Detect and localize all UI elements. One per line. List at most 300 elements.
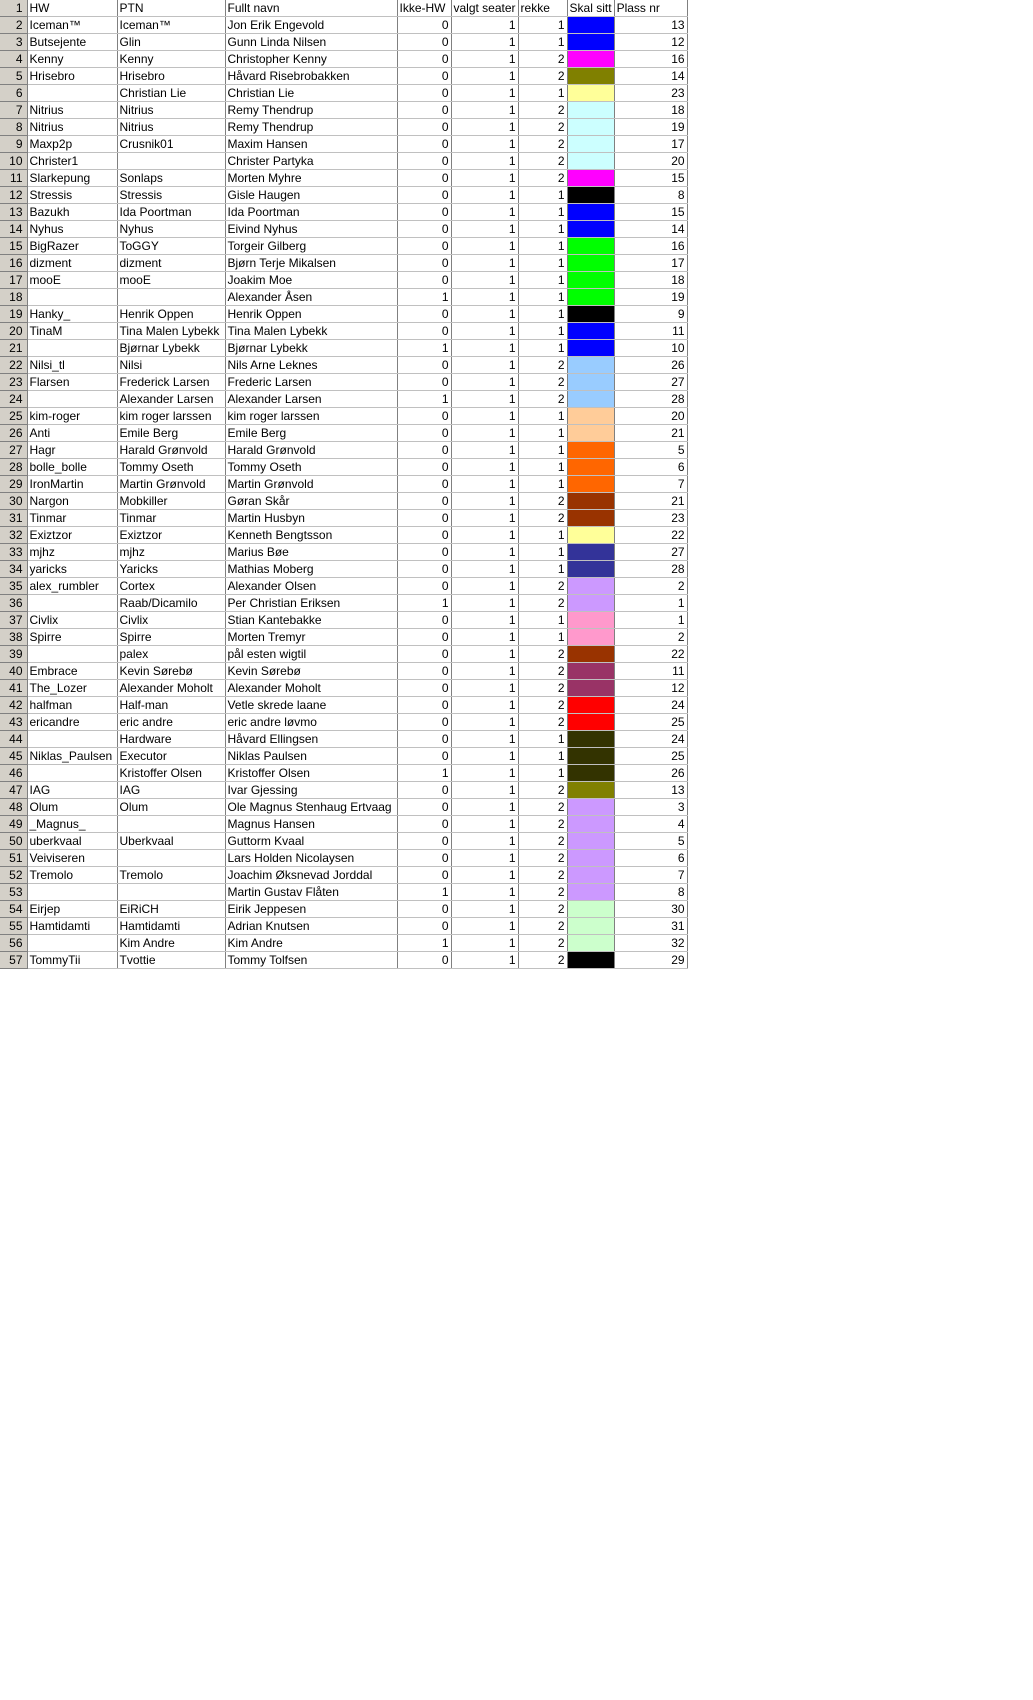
- row-number[interactable]: 49: [0, 816, 27, 833]
- cell-hw[interactable]: Olum: [27, 799, 117, 816]
- cell-full-name[interactable]: Tommy Tolfsen: [225, 952, 397, 969]
- cell-rekke[interactable]: 2: [518, 663, 567, 680]
- cell-hw[interactable]: Veiviseren: [27, 850, 117, 867]
- row-number[interactable]: 21: [0, 340, 27, 357]
- cell-valgt-seater[interactable]: 1: [451, 17, 518, 34]
- cell-hw[interactable]: Hagr: [27, 442, 117, 459]
- cell-ptn[interactable]: Kenny: [117, 51, 225, 68]
- row-number[interactable]: 31: [0, 510, 27, 527]
- cell-ptn[interactable]: Hardware: [117, 731, 225, 748]
- row-number[interactable]: 29: [0, 476, 27, 493]
- cell-ikke-hw[interactable]: 1: [397, 765, 451, 782]
- cell-ikke-hw[interactable]: 0: [397, 714, 451, 731]
- cell-rekke[interactable]: 1: [518, 612, 567, 629]
- cell-skal-sitt-color-swatch[interactable]: [567, 833, 614, 850]
- cell-hw[interactable]: alex_rumbler: [27, 578, 117, 595]
- cell-rekke[interactable]: 1: [518, 476, 567, 493]
- cell-ikke-hw[interactable]: 0: [397, 612, 451, 629]
- cell-skal-sitt-color-swatch[interactable]: [567, 238, 614, 255]
- cell-ptn[interactable]: Stressis: [117, 187, 225, 204]
- cell-valgt-seater[interactable]: 1: [451, 102, 518, 119]
- cell-ikke-hw[interactable]: 0: [397, 136, 451, 153]
- cell-ptn[interactable]: [117, 153, 225, 170]
- row-number[interactable]: 53: [0, 884, 27, 901]
- cell-hw[interactable]: [27, 884, 117, 901]
- cell-full-name[interactable]: Marius Bøe: [225, 544, 397, 561]
- column-header-ptn[interactable]: PTN: [117, 0, 225, 17]
- cell-skal-sitt-color-swatch[interactable]: [567, 102, 614, 119]
- cell-ikke-hw[interactable]: 0: [397, 153, 451, 170]
- cell-skal-sitt-color-swatch[interactable]: [567, 17, 614, 34]
- cell-ptn[interactable]: Hamtidamti: [117, 918, 225, 935]
- row-number[interactable]: 44: [0, 731, 27, 748]
- row-number[interactable]: 2: [0, 17, 27, 34]
- cell-rekke[interactable]: 1: [518, 34, 567, 51]
- cell-plass-nr[interactable]: 28: [614, 561, 687, 578]
- row-number[interactable]: 8: [0, 119, 27, 136]
- cell-valgt-seater[interactable]: 1: [451, 255, 518, 272]
- cell-rekke[interactable]: 1: [518, 459, 567, 476]
- cell-skal-sitt-color-swatch[interactable]: [567, 374, 614, 391]
- cell-ikke-hw[interactable]: 1: [397, 595, 451, 612]
- cell-ikke-hw[interactable]: 0: [397, 799, 451, 816]
- cell-hw[interactable]: Iceman™: [27, 17, 117, 34]
- cell-plass-nr[interactable]: 2: [614, 578, 687, 595]
- cell-plass-nr[interactable]: 5: [614, 442, 687, 459]
- cell-hw[interactable]: Maxp2p: [27, 136, 117, 153]
- row-number[interactable]: 13: [0, 204, 27, 221]
- cell-ptn[interactable]: Glin: [117, 34, 225, 51]
- cell-full-name[interactable]: Harald Grønvold: [225, 442, 397, 459]
- row-number[interactable]: 3: [0, 34, 27, 51]
- cell-valgt-seater[interactable]: 1: [451, 884, 518, 901]
- cell-ptn[interactable]: Henrik Oppen: [117, 306, 225, 323]
- cell-full-name[interactable]: Adrian Knutsen: [225, 918, 397, 935]
- cell-hw[interactable]: Flarsen: [27, 374, 117, 391]
- cell-ikke-hw[interactable]: 0: [397, 357, 451, 374]
- cell-plass-nr[interactable]: 11: [614, 663, 687, 680]
- cell-valgt-seater[interactable]: 1: [451, 935, 518, 952]
- cell-plass-nr[interactable]: 29: [614, 952, 687, 969]
- row-number[interactable]: 26: [0, 425, 27, 442]
- cell-ptn[interactable]: Kristoffer Olsen: [117, 765, 225, 782]
- cell-hw[interactable]: _Magnus_: [27, 816, 117, 833]
- cell-ptn[interactable]: Hrisebro: [117, 68, 225, 85]
- cell-plass-nr[interactable]: 28: [614, 391, 687, 408]
- cell-ikke-hw[interactable]: 0: [397, 306, 451, 323]
- cell-valgt-seater[interactable]: 1: [451, 187, 518, 204]
- cell-ikke-hw[interactable]: 0: [397, 782, 451, 799]
- cell-valgt-seater[interactable]: 1: [451, 85, 518, 102]
- cell-rekke[interactable]: 2: [518, 884, 567, 901]
- cell-rekke[interactable]: 2: [518, 799, 567, 816]
- cell-ptn[interactable]: Tremolo: [117, 867, 225, 884]
- cell-rekke[interactable]: 1: [518, 544, 567, 561]
- row-number[interactable]: 30: [0, 493, 27, 510]
- cell-full-name[interactable]: Kenneth Bengtsson: [225, 527, 397, 544]
- cell-rekke[interactable]: 1: [518, 289, 567, 306]
- cell-valgt-seater[interactable]: 1: [451, 748, 518, 765]
- cell-rekke[interactable]: 1: [518, 748, 567, 765]
- cell-rekke[interactable]: 1: [518, 323, 567, 340]
- cell-ikke-hw[interactable]: 1: [397, 391, 451, 408]
- cell-hw[interactable]: ericandre: [27, 714, 117, 731]
- cell-rekke[interactable]: 1: [518, 731, 567, 748]
- cell-ptn[interactable]: Yaricks: [117, 561, 225, 578]
- cell-rekke[interactable]: 2: [518, 153, 567, 170]
- row-number[interactable]: 35: [0, 578, 27, 595]
- row-number[interactable]: 25: [0, 408, 27, 425]
- cell-hw[interactable]: Exiztzor: [27, 527, 117, 544]
- cell-full-name[interactable]: Remy Thendrup: [225, 119, 397, 136]
- cell-valgt-seater[interactable]: 1: [451, 323, 518, 340]
- row-number[interactable]: 15: [0, 238, 27, 255]
- cell-full-name[interactable]: Tina Malen Lybekk: [225, 323, 397, 340]
- cell-plass-nr[interactable]: 22: [614, 646, 687, 663]
- cell-ptn[interactable]: Mobkiller: [117, 493, 225, 510]
- cell-full-name[interactable]: eric andre løvmo: [225, 714, 397, 731]
- cell-valgt-seater[interactable]: 1: [451, 238, 518, 255]
- cell-skal-sitt-color-swatch[interactable]: [567, 442, 614, 459]
- cell-hw[interactable]: Anti: [27, 425, 117, 442]
- cell-rekke[interactable]: 1: [518, 187, 567, 204]
- cell-rekke[interactable]: 1: [518, 340, 567, 357]
- cell-plass-nr[interactable]: 24: [614, 731, 687, 748]
- cell-hw[interactable]: dizment: [27, 255, 117, 272]
- row-number[interactable]: 14: [0, 221, 27, 238]
- cell-valgt-seater[interactable]: 1: [451, 68, 518, 85]
- cell-rekke[interactable]: 2: [518, 952, 567, 969]
- cell-full-name[interactable]: Alexander Larsen: [225, 391, 397, 408]
- cell-ptn[interactable]: Kevin Sørebø: [117, 663, 225, 680]
- cell-plass-nr[interactable]: 6: [614, 459, 687, 476]
- cell-full-name[interactable]: Håvard Risebrobakken: [225, 68, 397, 85]
- cell-rekke[interactable]: 1: [518, 561, 567, 578]
- cell-full-name[interactable]: Gisle Haugen: [225, 187, 397, 204]
- cell-valgt-seater[interactable]: 1: [451, 833, 518, 850]
- cell-hw[interactable]: Niklas_Paulsen: [27, 748, 117, 765]
- cell-hw[interactable]: Hanky_: [27, 306, 117, 323]
- cell-skal-sitt-color-swatch[interactable]: [567, 680, 614, 697]
- cell-valgt-seater[interactable]: 1: [451, 391, 518, 408]
- column-header-ikke-hw[interactable]: Ikke-HW: [397, 0, 451, 17]
- cell-ikke-hw[interactable]: 0: [397, 629, 451, 646]
- cell-hw[interactable]: [27, 731, 117, 748]
- cell-skal-sitt-color-swatch[interactable]: [567, 884, 614, 901]
- cell-valgt-seater[interactable]: 1: [451, 51, 518, 68]
- cell-skal-sitt-color-swatch[interactable]: [567, 289, 614, 306]
- row-number[interactable]: 16: [0, 255, 27, 272]
- cell-skal-sitt-color-swatch[interactable]: [567, 153, 614, 170]
- cell-valgt-seater[interactable]: 1: [451, 493, 518, 510]
- row-number[interactable]: 12: [0, 187, 27, 204]
- cell-ikke-hw[interactable]: 0: [397, 952, 451, 969]
- cell-plass-nr[interactable]: 9: [614, 306, 687, 323]
- cell-skal-sitt-color-swatch[interactable]: [567, 51, 614, 68]
- cell-ptn[interactable]: [117, 850, 225, 867]
- row-number[interactable]: 20: [0, 323, 27, 340]
- cell-hw[interactable]: Nyhus: [27, 221, 117, 238]
- row-number[interactable]: 56: [0, 935, 27, 952]
- row-number[interactable]: 38: [0, 629, 27, 646]
- cell-hw[interactable]: Christer1: [27, 153, 117, 170]
- cell-plass-nr[interactable]: 15: [614, 204, 687, 221]
- cell-rekke[interactable]: 2: [518, 170, 567, 187]
- cell-ptn[interactable]: mjhz: [117, 544, 225, 561]
- cell-valgt-seater[interactable]: 1: [451, 459, 518, 476]
- cell-skal-sitt-color-swatch[interactable]: [567, 340, 614, 357]
- cell-plass-nr[interactable]: 11: [614, 323, 687, 340]
- cell-plass-nr[interactable]: 25: [614, 748, 687, 765]
- cell-ptn[interactable]: Alexander Moholt: [117, 680, 225, 697]
- cell-rekke[interactable]: 1: [518, 442, 567, 459]
- cell-plass-nr[interactable]: 1: [614, 612, 687, 629]
- cell-ikke-hw[interactable]: 0: [397, 561, 451, 578]
- cell-valgt-seater[interactable]: 1: [451, 765, 518, 782]
- cell-full-name[interactable]: Martin Grønvold: [225, 476, 397, 493]
- cell-skal-sitt-color-swatch[interactable]: [567, 612, 614, 629]
- cell-ikke-hw[interactable]: 0: [397, 867, 451, 884]
- cell-skal-sitt-color-swatch[interactable]: [567, 935, 614, 952]
- cell-ptn[interactable]: Tinmar: [117, 510, 225, 527]
- cell-rekke[interactable]: 1: [518, 629, 567, 646]
- cell-rekke[interactable]: 2: [518, 918, 567, 935]
- cell-valgt-seater[interactable]: 1: [451, 901, 518, 918]
- cell-skal-sitt-color-swatch[interactable]: [567, 34, 614, 51]
- cell-full-name[interactable]: Joakim Moe: [225, 272, 397, 289]
- cell-full-name[interactable]: Remy Thendrup: [225, 102, 397, 119]
- row-number[interactable]: 11: [0, 170, 27, 187]
- cell-plass-nr[interactable]: 7: [614, 867, 687, 884]
- cell-plass-nr[interactable]: 31: [614, 918, 687, 935]
- cell-skal-sitt-color-swatch[interactable]: [567, 357, 614, 374]
- cell-full-name[interactable]: Christian Lie: [225, 85, 397, 102]
- cell-plass-nr[interactable]: 7: [614, 476, 687, 493]
- cell-skal-sitt-color-swatch[interactable]: [567, 731, 614, 748]
- cell-ptn[interactable]: Ida Poortman: [117, 204, 225, 221]
- cell-valgt-seater[interactable]: 1: [451, 544, 518, 561]
- row-number[interactable]: 1: [0, 0, 27, 17]
- cell-hw[interactable]: Kenny: [27, 51, 117, 68]
- cell-rekke[interactable]: 1: [518, 238, 567, 255]
- cell-hw[interactable]: Slarkepung: [27, 170, 117, 187]
- cell-ikke-hw[interactable]: 0: [397, 663, 451, 680]
- cell-hw[interactable]: Nitrius: [27, 119, 117, 136]
- cell-skal-sitt-color-swatch[interactable]: [567, 714, 614, 731]
- cell-skal-sitt-color-swatch[interactable]: [567, 663, 614, 680]
- cell-plass-nr[interactable]: 21: [614, 493, 687, 510]
- cell-skal-sitt-color-swatch[interactable]: [567, 595, 614, 612]
- cell-hw[interactable]: [27, 340, 117, 357]
- cell-rekke[interactable]: 2: [518, 595, 567, 612]
- cell-plass-nr[interactable]: 12: [614, 34, 687, 51]
- cell-full-name[interactable]: Frederic Larsen: [225, 374, 397, 391]
- cell-plass-nr[interactable]: 27: [614, 374, 687, 391]
- cell-skal-sitt-color-swatch[interactable]: [567, 85, 614, 102]
- cell-ikke-hw[interactable]: 0: [397, 51, 451, 68]
- cell-plass-nr[interactable]: 8: [614, 884, 687, 901]
- cell-hw[interactable]: [27, 85, 117, 102]
- cell-ptn[interactable]: Raab/Dicamilo: [117, 595, 225, 612]
- cell-plass-nr[interactable]: 21: [614, 425, 687, 442]
- cell-ikke-hw[interactable]: 0: [397, 459, 451, 476]
- cell-rekke[interactable]: 2: [518, 493, 567, 510]
- cell-rekke[interactable]: 2: [518, 68, 567, 85]
- cell-plass-nr[interactable]: 4: [614, 816, 687, 833]
- cell-valgt-seater[interactable]: 1: [451, 680, 518, 697]
- cell-valgt-seater[interactable]: 1: [451, 34, 518, 51]
- cell-rekke[interactable]: 2: [518, 102, 567, 119]
- cell-plass-nr[interactable]: 10: [614, 340, 687, 357]
- row-number[interactable]: 50: [0, 833, 27, 850]
- cell-skal-sitt-color-swatch[interactable]: [567, 493, 614, 510]
- cell-full-name[interactable]: Stian Kantebakke: [225, 612, 397, 629]
- cell-rekke[interactable]: 1: [518, 408, 567, 425]
- row-number[interactable]: 32: [0, 527, 27, 544]
- row-number[interactable]: 23: [0, 374, 27, 391]
- cell-ikke-hw[interactable]: 0: [397, 901, 451, 918]
- cell-valgt-seater[interactable]: 1: [451, 782, 518, 799]
- column-header-valgt-seater[interactable]: valgt seater: [451, 0, 518, 17]
- cell-valgt-seater[interactable]: 1: [451, 136, 518, 153]
- cell-valgt-seater[interactable]: 1: [451, 850, 518, 867]
- cell-skal-sitt-color-swatch[interactable]: [567, 782, 614, 799]
- cell-ptn[interactable]: Tvottie: [117, 952, 225, 969]
- cell-hw[interactable]: TommyTii: [27, 952, 117, 969]
- cell-full-name[interactable]: Gunn Linda Nilsen: [225, 34, 397, 51]
- row-number[interactable]: 55: [0, 918, 27, 935]
- cell-hw[interactable]: Stressis: [27, 187, 117, 204]
- cell-ptn[interactable]: Exiztzor: [117, 527, 225, 544]
- cell-valgt-seater[interactable]: 1: [451, 816, 518, 833]
- row-number[interactable]: 45: [0, 748, 27, 765]
- cell-valgt-seater[interactable]: 1: [451, 272, 518, 289]
- cell-ikke-hw[interactable]: 0: [397, 187, 451, 204]
- cell-ptn[interactable]: Iceman™: [117, 17, 225, 34]
- cell-rekke[interactable]: 1: [518, 204, 567, 221]
- cell-full-name[interactable]: Eivind Nyhus: [225, 221, 397, 238]
- cell-valgt-seater[interactable]: 1: [451, 527, 518, 544]
- cell-ptn[interactable]: Executor: [117, 748, 225, 765]
- cell-valgt-seater[interactable]: 1: [451, 578, 518, 595]
- cell-ikke-hw[interactable]: 0: [397, 255, 451, 272]
- cell-rekke[interactable]: 1: [518, 765, 567, 782]
- cell-ikke-hw[interactable]: 0: [397, 425, 451, 442]
- cell-plass-nr[interactable]: 17: [614, 136, 687, 153]
- cell-ikke-hw[interactable]: 0: [397, 221, 451, 238]
- cell-skal-sitt-color-swatch[interactable]: [567, 272, 614, 289]
- cell-full-name[interactable]: Martin Gustav Flåten: [225, 884, 397, 901]
- cell-ptn[interactable]: Christian Lie: [117, 85, 225, 102]
- row-number[interactable]: 47: [0, 782, 27, 799]
- cell-ikke-hw[interactable]: 0: [397, 918, 451, 935]
- row-number[interactable]: 33: [0, 544, 27, 561]
- cell-hw[interactable]: uberkvaal: [27, 833, 117, 850]
- cell-hw[interactable]: Spirre: [27, 629, 117, 646]
- cell-ikke-hw[interactable]: 0: [397, 544, 451, 561]
- cell-hw[interactable]: yaricks: [27, 561, 117, 578]
- cell-ptn[interactable]: IAG: [117, 782, 225, 799]
- cell-full-name[interactable]: Tommy Oseth: [225, 459, 397, 476]
- cell-ptn[interactable]: Nilsi: [117, 357, 225, 374]
- cell-skal-sitt-color-swatch[interactable]: [567, 510, 614, 527]
- cell-ptn[interactable]: Sonlaps: [117, 170, 225, 187]
- cell-full-name[interactable]: Morten Tremyr: [225, 629, 397, 646]
- cell-valgt-seater[interactable]: 1: [451, 425, 518, 442]
- row-number[interactable]: 27: [0, 442, 27, 459]
- cell-valgt-seater[interactable]: 1: [451, 918, 518, 935]
- cell-ikke-hw[interactable]: 0: [397, 238, 451, 255]
- cell-full-name[interactable]: Kevin Sørebø: [225, 663, 397, 680]
- cell-ptn[interactable]: Olum: [117, 799, 225, 816]
- cell-full-name[interactable]: pål esten wigtil: [225, 646, 397, 663]
- cell-full-name[interactable]: Maxim Hansen: [225, 136, 397, 153]
- column-header-hw[interactable]: HW: [27, 0, 117, 17]
- cell-hw[interactable]: [27, 765, 117, 782]
- cell-full-name[interactable]: Eirik Jeppesen: [225, 901, 397, 918]
- cell-ptn[interactable]: Frederick Larsen: [117, 374, 225, 391]
- cell-skal-sitt-color-swatch[interactable]: [567, 816, 614, 833]
- cell-plass-nr[interactable]: 16: [614, 238, 687, 255]
- cell-hw[interactable]: IAG: [27, 782, 117, 799]
- cell-plass-nr[interactable]: 20: [614, 153, 687, 170]
- cell-rekke[interactable]: 2: [518, 374, 567, 391]
- cell-skal-sitt-color-swatch[interactable]: [567, 901, 614, 918]
- cell-skal-sitt-color-swatch[interactable]: [567, 697, 614, 714]
- cell-valgt-seater[interactable]: 1: [451, 952, 518, 969]
- cell-full-name[interactable]: Vetle skrede laane: [225, 697, 397, 714]
- cell-plass-nr[interactable]: 17: [614, 255, 687, 272]
- row-number[interactable]: 36: [0, 595, 27, 612]
- cell-valgt-seater[interactable]: 1: [451, 119, 518, 136]
- row-number[interactable]: 6: [0, 85, 27, 102]
- cell-ikke-hw[interactable]: 1: [397, 935, 451, 952]
- cell-hw[interactable]: halfman: [27, 697, 117, 714]
- cell-plass-nr[interactable]: 18: [614, 102, 687, 119]
- cell-skal-sitt-color-swatch[interactable]: [567, 204, 614, 221]
- cell-full-name[interactable]: Ole Magnus Stenhaug Ertvaag: [225, 799, 397, 816]
- cell-ptn[interactable]: kim roger larssen: [117, 408, 225, 425]
- cell-full-name[interactable]: Bjørn Terje Mikalsen: [225, 255, 397, 272]
- cell-full-name[interactable]: Guttorm Kvaal: [225, 833, 397, 850]
- column-header-skal-sitt[interactable]: Skal sitt: [567, 0, 614, 17]
- cell-full-name[interactable]: Håvard Ellingsen: [225, 731, 397, 748]
- cell-full-name[interactable]: Alexander Moholt: [225, 680, 397, 697]
- column-header-rekke[interactable]: rekke: [518, 0, 567, 17]
- cell-ikke-hw[interactable]: 0: [397, 527, 451, 544]
- row-number[interactable]: 17: [0, 272, 27, 289]
- cell-hw[interactable]: mooE: [27, 272, 117, 289]
- cell-hw[interactable]: Civlix: [27, 612, 117, 629]
- cell-rekke[interactable]: 2: [518, 833, 567, 850]
- cell-rekke[interactable]: 2: [518, 136, 567, 153]
- cell-ptn[interactable]: Tina Malen Lybekk: [117, 323, 225, 340]
- cell-valgt-seater[interactable]: 1: [451, 595, 518, 612]
- cell-skal-sitt-color-swatch[interactable]: [567, 850, 614, 867]
- cell-hw[interactable]: bolle_bolle: [27, 459, 117, 476]
- cell-skal-sitt-color-swatch[interactable]: [567, 952, 614, 969]
- cell-ptn[interactable]: Tommy Oseth: [117, 459, 225, 476]
- cell-plass-nr[interactable]: 20: [614, 408, 687, 425]
- cell-valgt-seater[interactable]: 1: [451, 153, 518, 170]
- cell-hw[interactable]: Embrace: [27, 663, 117, 680]
- cell-skal-sitt-color-swatch[interactable]: [567, 867, 614, 884]
- cell-plass-nr[interactable]: 26: [614, 765, 687, 782]
- cell-rekke[interactable]: 1: [518, 255, 567, 272]
- cell-hw[interactable]: [27, 391, 117, 408]
- cell-full-name[interactable]: Kristoffer Olsen: [225, 765, 397, 782]
- cell-valgt-seater[interactable]: 1: [451, 476, 518, 493]
